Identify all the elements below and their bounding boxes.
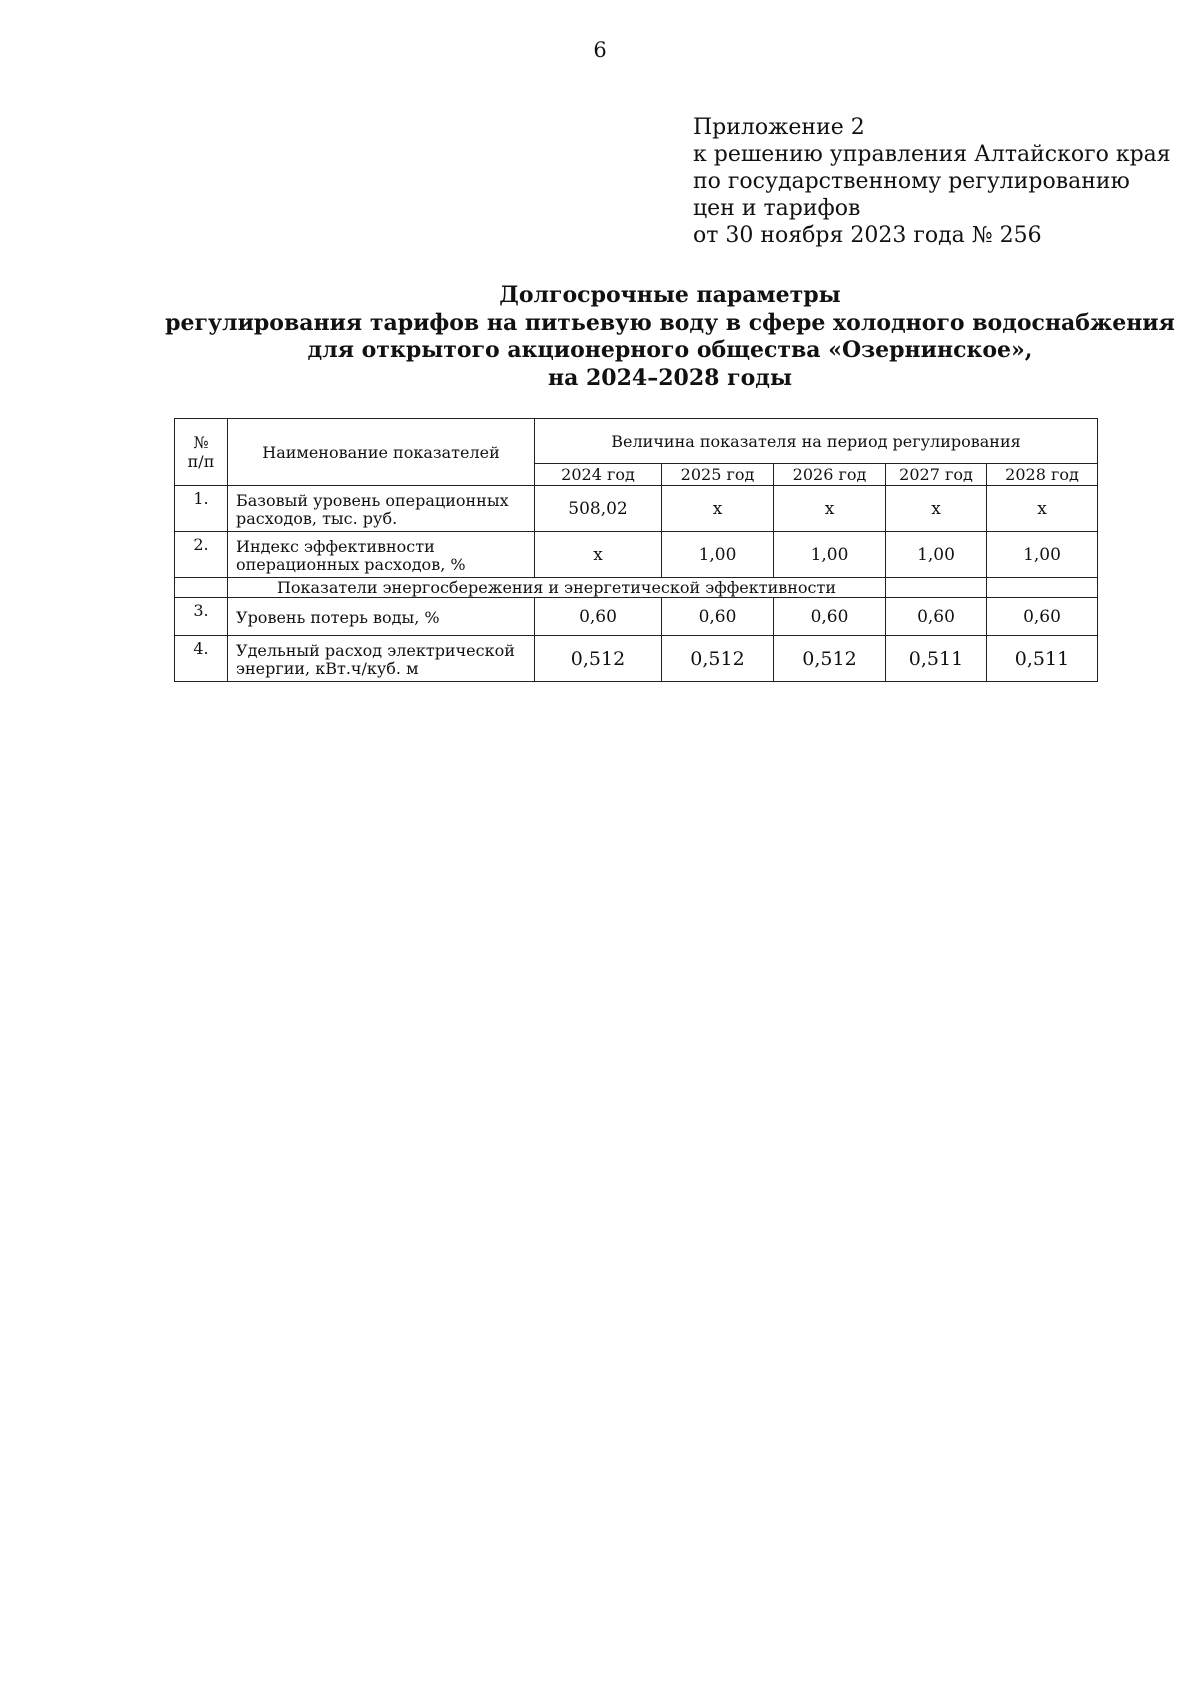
row-name [228, 532, 535, 578]
row-name [228, 636, 535, 682]
row-name-line: операционных расходов, % [236, 554, 466, 574]
row-value: 0,512 [662, 636, 774, 682]
row-name-line: Удельный расход электрической [236, 640, 515, 660]
header-year: 2025 год [662, 464, 774, 486]
section-empty-cell [886, 578, 987, 598]
row-name-line: Базовый уровень операционных [236, 490, 509, 510]
row-number: 1. [175, 486, 228, 532]
appendix-line: по государственному регулированию [693, 169, 1130, 194]
appendix-header [693, 114, 1171, 249]
header-year: 2026 год [774, 464, 886, 486]
row-number: 4. [175, 636, 228, 682]
row-value: х [987, 486, 1098, 532]
section-empty-cell [987, 578, 1098, 598]
row-value: 0,60 [662, 598, 774, 636]
header-year: 2027 год [886, 464, 987, 486]
title-line: Долгосрочные параметры [499, 282, 841, 308]
row-value: 0,60 [987, 598, 1098, 636]
section-empty-cell [175, 578, 228, 598]
header-name: Наименование показателей [228, 419, 535, 486]
row-number: 3. [175, 598, 228, 636]
table-row [175, 532, 1098, 578]
appendix-line: от 30 ноября 2023 года № 256 [693, 223, 1042, 248]
row-value: 0,60 [774, 598, 886, 636]
row-name-line: энергии, кВт.ч/куб. м [236, 658, 419, 678]
row-value: 0,512 [774, 636, 886, 682]
row-name-line: расходов, тыс. руб. [236, 508, 398, 528]
section-row [175, 578, 1098, 598]
row-value: 0,511 [886, 636, 987, 682]
header-year: 2024 год [535, 464, 662, 486]
row-value: 0,511 [987, 636, 1098, 682]
row-value: 0,60 [886, 598, 987, 636]
row-value: х [886, 486, 987, 532]
table-row [175, 598, 1098, 636]
row-value: 1,00 [662, 532, 774, 578]
row-value: х [535, 532, 662, 578]
title-line: на 2024–2028 годы [547, 364, 792, 391]
document-title [160, 282, 1180, 392]
row-name: Уровень потерь воды, % [228, 598, 535, 636]
title-line: регулирования тарифов на питьевую воду в сфере холодного водоснабжения [165, 309, 1175, 336]
row-value: х [662, 486, 774, 532]
table-row [175, 486, 1098, 532]
parameters-table [174, 418, 1098, 682]
row-number: 2. [175, 532, 228, 578]
table-header-row [175, 419, 1098, 464]
page-number: 6 [593, 38, 607, 62]
header-num [175, 419, 228, 486]
header-period: Величина показателя на период регулирования [535, 419, 1098, 464]
table-row [175, 636, 1098, 682]
row-name [228, 486, 535, 532]
header-num-line: п/п [187, 452, 215, 471]
title-line: для открытого акционерного общества «Озернинское», [307, 337, 1033, 363]
row-value: 0,60 [535, 598, 662, 636]
row-value: 508,02 [535, 486, 662, 532]
appendix-line: к решению управления Алтайского края [693, 142, 1171, 167]
section-label: Показатели энергосбережения и энергетической эффективности [228, 578, 886, 598]
row-value: 0,512 [535, 636, 662, 682]
appendix-line: цен и тарифов [693, 196, 861, 221]
row-value: х [774, 486, 886, 532]
header-year: 2028 год [987, 464, 1098, 486]
row-name-line: Индекс эффективности [236, 536, 435, 556]
row-value: 1,00 [774, 532, 886, 578]
row-value: 1,00 [886, 532, 987, 578]
row-value: 1,00 [987, 532, 1098, 578]
header-num-line: № [193, 433, 209, 452]
appendix-line: Приложение 2 [693, 115, 865, 140]
